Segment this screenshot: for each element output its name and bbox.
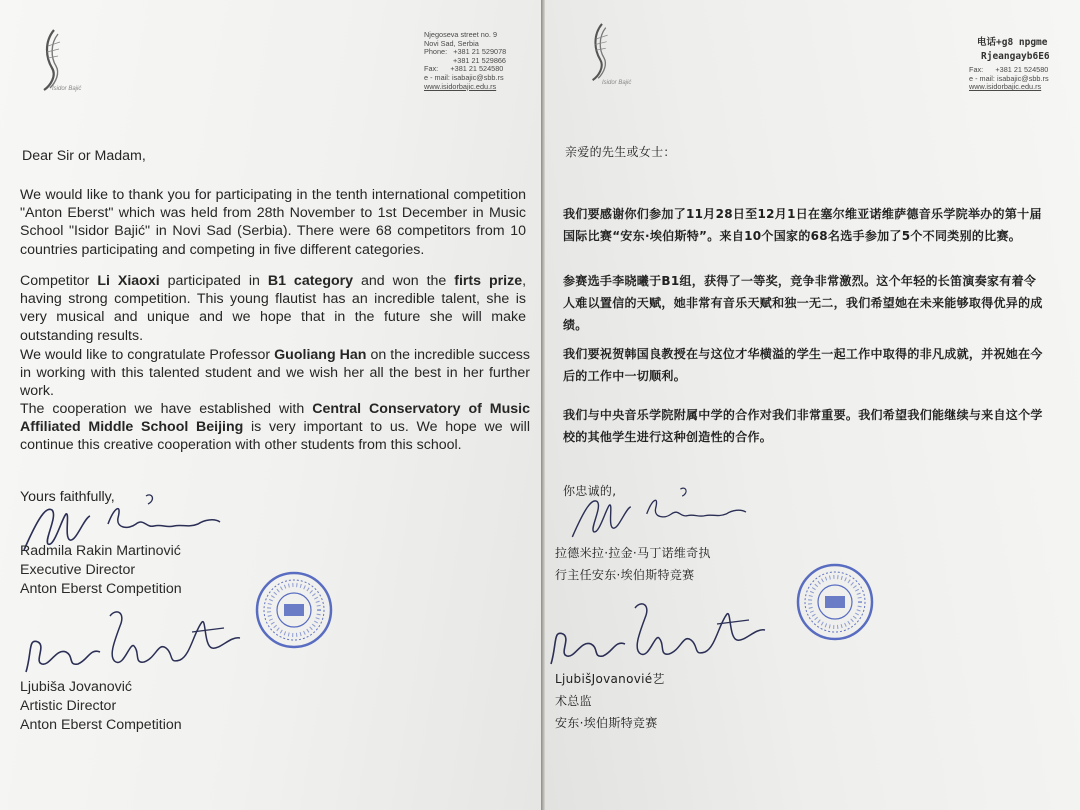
paragraph-1: We would like to thank you for participating in the tenth international competition "Anton Eberst" which was held from 28th November to 1st December in Music School "Isidor Bajić" in Novi Sad (Serbia). There were 68 competitors from 10 countries participating and competing in five different categories.: [20, 187, 526, 258]
paragraph-4: The cooperation we have established with Central Conservatory of Music Affiliated Middle School Beijing is very important to us. We hope we will continue this creative cooperation with other students from this school.: [20, 401, 530, 454]
logo-caption: Isidor Bajić: [602, 80, 632, 86]
signer-1-line-2: 行主任安东·埃伯斯特竞赛: [555, 568, 695, 582]
logo-caption: Isidor Bajić: [52, 86, 82, 92]
address-fax: Fax: +381 21 524580: [969, 65, 1049, 74]
signer-2-line-2: 术总监: [555, 694, 592, 708]
paragraph-2: Competitor Li Xiaoxi participated in B1 category and won the firts prize, having strong competition. This young flautist has an incredible talent, she is very musical and unique and we hope that in the future she will make outstanding results.: [20, 273, 527, 344]
header-line-1: 电话+g8 npgme: [977, 37, 1048, 48]
closing: 你忠诚的,: [563, 484, 617, 498]
school-logo-icon: [587, 22, 617, 82]
address-street: Njegoseva street no. 9: [424, 30, 498, 39]
signer-2-line-1: LjubišJovanovié艺: [555, 672, 665, 686]
signer-2-name: Ljubiša Jovanović: [20, 679, 132, 695]
category: B1 category: [267, 273, 354, 289]
paragraph-3: We would like to congratulate Professor Guoliang Han on the incredible success in working with this talented student and we wish her all the best in her further work.: [20, 347, 530, 400]
paragraph-4: 我们与中央音乐学院附属中学的合作对我们非常重要。我们希望我们能继续与来自这个学 校的其他学生进行这种创造性的合作。: [563, 408, 1043, 444]
signature-1-icon: [555, 482, 765, 544]
address-phone: Phone: +381 21 529078: [424, 47, 507, 57]
address-fax: Fax: +381 21 524580: [424, 64, 504, 74]
signer-1-name: Radmila Rakin Martinović: [20, 543, 181, 559]
address-email: e - mail: isabajic@sbb.rs: [424, 72, 504, 82]
address-website: www.isidorbajic.edu.rs: [969, 82, 1042, 92]
signer-2-title: Artistic Director: [20, 698, 117, 714]
paragraph-2: 参赛选手李晓曦于B1组，获得了一等奖，竞争非常激烈。这个年轻的长笛演奏家有着令 人难以置信的天赋，她非常有音乐天赋和独一无二，我们希望她在未来能够取得优异的成 绩。: [563, 274, 1043, 332]
official-stamp-icon: [795, 562, 875, 642]
right-address-block: [969, 66, 1059, 92]
chinese-letter-page: [545, 0, 1080, 810]
signer-2-line-3: 安东·埃伯斯特竞赛: [555, 716, 658, 730]
school-logo-icon: [38, 28, 70, 92]
header-line-2: Rjeangayb6E6: [981, 51, 1050, 62]
closing: Yours faithfully,: [20, 489, 115, 505]
signer-1-title: Executive Director: [20, 562, 136, 578]
address-city: Novi Sad, Serbia: [424, 38, 479, 48]
address-phone-2: +381 21 529866: [453, 55, 506, 65]
professor-name: Guoliang Han: [274, 347, 367, 363]
official-stamp-icon: [254, 570, 334, 650]
salutation: Dear Sir or Madam,: [22, 148, 146, 164]
school-address-block: [424, 31, 514, 91]
signer-2-block: [20, 678, 182, 735]
address-email: e - mail: isabajic@sbb.rs: [969, 73, 1049, 83]
signer-2-org: Anton Eberst Competition: [20, 717, 182, 733]
signer-1-line-1: 拉德米拉·拉金·马丁诺维奇执: [555, 546, 711, 560]
school-name: Central Conservatory of Music Affiliated Middle School Beijing: [20, 401, 530, 436]
signer-1-block: [20, 542, 182, 599]
signature-2-icon: [16, 602, 246, 684]
paragraph-1: 我们要感谢你们参加了11月28日至12月1日在塞尔维亚诺维萨德音乐学院举办的第十届 国际比赛“安东·埃伯斯特”。来自10个国家的68名选手参加了5个不同类别的比赛。: [563, 207, 1042, 243]
competitor-name: Li Xiaoxi: [97, 273, 160, 289]
signature-2-icon: [545, 594, 771, 676]
address-website: www.isidorbajic.edu.rs: [424, 81, 497, 91]
salutation: 亲爱的先生或女士：: [565, 145, 676, 159]
paragraph-3: 我们要祝贺韩国良教授在与这位才华横溢的学生一起工作中取得的非凡成就，并祝她在今 后的工作中一切顺利。: [563, 347, 1043, 383]
prize: firts prize: [454, 273, 523, 289]
signer-1-org: Anton Eberst Competition: [20, 581, 182, 597]
signer-2-block: [555, 668, 665, 734]
signer-1-block: [555, 542, 711, 586]
